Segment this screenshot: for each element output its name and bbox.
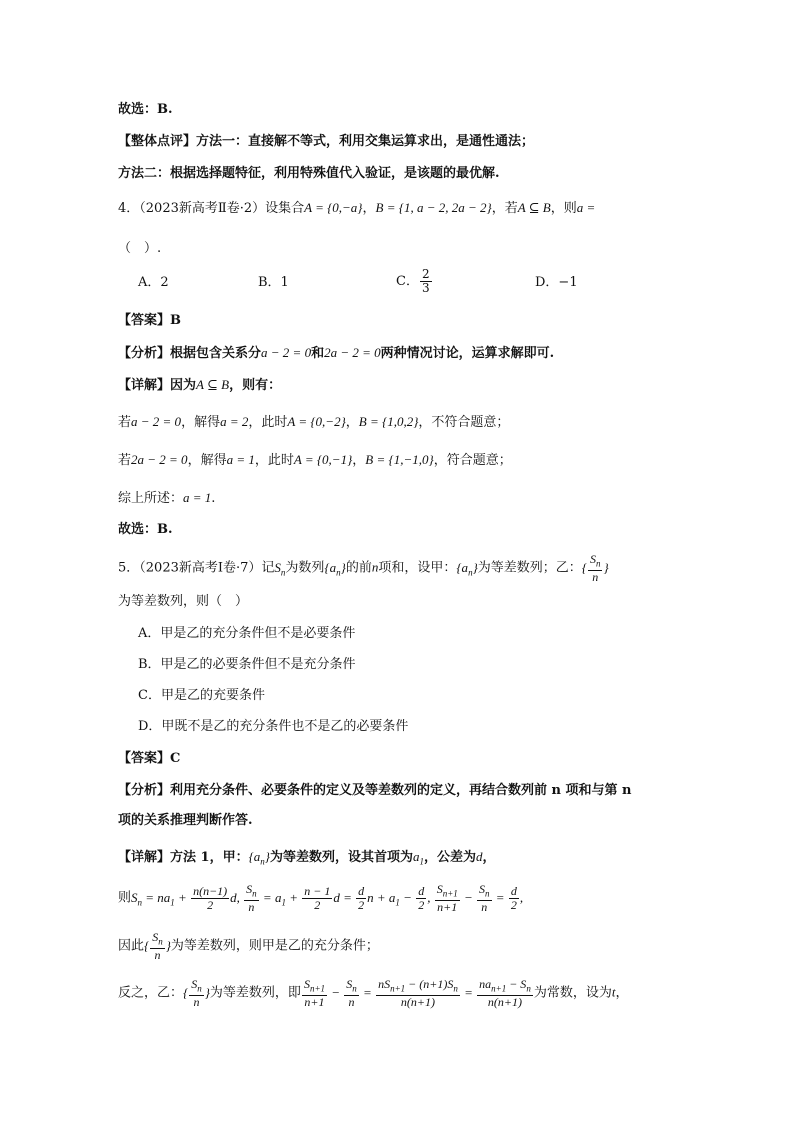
text: 项和，设甲： <box>378 560 457 576</box>
fraction <box>416 885 426 912</box>
sep: ，则 <box>550 201 577 216</box>
denominator: 2 <box>510 898 517 913</box>
denominator: n(n+1) <box>487 995 523 1010</box>
denominator: n(n+1) <box>400 995 435 1010</box>
numerator: n(n−1) <box>193 884 228 899</box>
denominator: n <box>248 900 255 915</box>
tag-analysis: 【分析】 <box>118 783 171 798</box>
text: 则 <box>118 890 132 906</box>
sn-over-n: { $\frac{S_n}{n}$ } <box>581 552 609 585</box>
equation: a − 2 = 0 <box>261 345 312 360</box>
q4-case-1 <box>118 413 509 432</box>
sn-over-n: { $\frac{S_n}{n}$ } <box>144 930 171 963</box>
q4-set-a: A = {0,−a} <box>304 200 363 215</box>
subscript: n <box>468 567 473 578</box>
equation: a = 2 <box>220 414 249 429</box>
subscript: n <box>260 856 265 867</box>
q4-option-d: D．−1 <box>535 275 578 290</box>
q5-answer <box>118 750 180 768</box>
sn-symbol <box>274 559 286 578</box>
equation: A = {0,−2} <box>287 414 346 429</box>
text: 综上所述： <box>118 491 184 506</box>
text: 方法二：根据选择题特征，利用特殊值代入验证，是该题的最优解. <box>118 166 500 181</box>
fraction <box>356 885 366 912</box>
text: 为等差数列，则（ ） <box>118 594 249 609</box>
equation: a = 1 <box>183 490 212 505</box>
q4-option-a: A．2 <box>138 275 169 290</box>
q4-option-c <box>396 268 433 295</box>
fraction <box>302 978 327 1009</box>
fraction <box>302 885 332 912</box>
numerator: $S_n$ <box>477 883 492 901</box>
an-letter: {a <box>248 849 261 864</box>
tag-detail: 【详解】 <box>118 378 171 393</box>
numerator: $S_n$ <box>150 931 165 949</box>
denominator: n <box>481 900 488 915</box>
q5-option-d <box>138 718 408 736</box>
text: A．甲是乙的充分条件但不是必要条件 <box>138 626 356 641</box>
numerator: $S_n$ <box>344 978 359 996</box>
tag-analysis: 【分析】 <box>118 346 171 361</box>
denominator: n+1 <box>304 995 325 1010</box>
denominator: 3 <box>421 281 430 295</box>
text: 的前 <box>345 560 372 576</box>
text: . <box>211 491 216 506</box>
label: C． <box>396 274 419 289</box>
text: 若 <box>118 453 132 468</box>
numerator: $S_n$ <box>588 553 603 571</box>
q4-options <box>138 267 598 300</box>
fraction <box>150 931 165 962</box>
q4-condition: A ⊆ B <box>517 200 551 215</box>
q5-detail <box>118 848 496 871</box>
numerator: d <box>510 884 517 899</box>
numerator: $S_{n+1}$ <box>302 978 327 996</box>
q4-case-2 <box>118 451 512 470</box>
q5-analysis-2 <box>118 812 253 830</box>
q4-answer <box>118 312 181 330</box>
q4-paren <box>118 240 161 258</box>
numerator: d <box>358 884 365 899</box>
q4-option-b: B．1 <box>258 275 289 290</box>
q4-ask: a = <box>576 200 596 215</box>
text: 方法一：直接解不等式，利用交集运算求出，是通性通法； <box>196 134 535 149</box>
text: ， <box>615 985 629 1001</box>
a1-symbol: $a_1$ <box>413 849 425 867</box>
q5-analysis <box>118 782 632 800</box>
numerator: $S_n$ <box>189 978 204 996</box>
q4-stem-text: 4．（2023新高考Ⅱ卷·2）设集合 <box>118 201 305 216</box>
text: C．甲是乙的充要条件 <box>138 688 265 703</box>
fraction <box>477 883 492 914</box>
denominator: 2 <box>358 898 365 913</box>
equation: 2a − 2 = 0 <box>131 452 188 467</box>
sequence-an: $\{a_n\}$ <box>456 559 478 578</box>
fraction <box>189 978 204 1009</box>
q5-formula-3 <box>118 978 628 1009</box>
text: 根据包含关系分 <box>170 346 262 361</box>
fraction <box>344 978 359 1009</box>
q4-choose <box>118 521 173 539</box>
fraction <box>477 978 533 1009</box>
n-symbol: n <box>371 559 379 575</box>
q4-analysis <box>118 344 554 363</box>
numerator: $na_{n+1} - S_n$ <box>477 978 533 996</box>
tag-detail: 【详解】 <box>118 850 171 865</box>
subscript: n <box>336 567 341 578</box>
text: ，解得 <box>187 453 227 468</box>
sequence-an: $\{a_n\}$ <box>324 559 346 578</box>
fraction <box>588 553 603 584</box>
text: ，解得 <box>181 415 221 430</box>
q4-detail <box>118 376 281 395</box>
text: 故选：B. <box>118 102 173 117</box>
formula-sn: $S_n = na_1$ + $\frac{n(n-1)}{2}$ d, $\frac{S_n}{n}$ = $a_1$ + $\frac{n - 1}{2}$ d = $\frac{d}{2}$ $n + a_1$ − $\frac{d}{2}$ , $\frac{S_{n+1}}{n+1}$ − $\frac{S_n}{n}$ = $\frac{d}{2}$ , <box>131 882 524 915</box>
text: D．甲既不是乙的充分条件也不是乙的必要条件 <box>138 719 409 734</box>
q5-stem-2 <box>118 593 248 611</box>
text: ，公差为 <box>424 850 477 865</box>
equation: 2a − 2 = 0 <box>324 345 381 360</box>
text: 为常数，设为 <box>533 985 612 1001</box>
denominator: n <box>348 995 355 1010</box>
numerator: $S_n$ <box>244 883 259 901</box>
equation: A = {0,−1} <box>293 452 353 467</box>
numerator: d <box>418 884 425 899</box>
q5-formula-2 <box>118 931 379 962</box>
formula-diff: $\frac{S_{n+1}}{n+1}$ − $\frac{S_n}{n}$ = $\frac{nS_{n+1} - (n+1)S_n}{n(n+1)}$ = $\frac{na_{n+1} - S_n}{n(n+1)}$ <box>303 977 531 1010</box>
fraction <box>191 885 229 912</box>
text: ，不符合题意； <box>418 415 510 430</box>
text: 反之，乙： <box>118 985 184 1001</box>
denominator: 2 <box>314 898 321 913</box>
q5-option-c <box>138 687 265 705</box>
q5-option-b <box>138 656 356 674</box>
text: B．甲是乙的必要条件但不是充分条件 <box>138 657 356 672</box>
equation: A ⊆ B <box>196 377 230 392</box>
text: 项的关系推理判断作答. <box>118 813 253 828</box>
equation: B = {1,−1,0} <box>365 452 434 467</box>
line-choose-b <box>118 101 173 119</box>
equation: a = 1 <box>226 452 255 467</box>
text: 若 <box>118 415 132 430</box>
q4-set-b: B = {1, a − 2, 2a − 2} <box>375 200 492 215</box>
text: 为等差数列，则甲是乙的充分条件； <box>170 938 379 954</box>
numerator: n − 1 <box>304 884 331 899</box>
paren: （ ）. <box>118 241 162 256</box>
text: 故选：B. <box>118 522 173 537</box>
text: 因为 <box>170 378 197 393</box>
denominator: n+1 <box>437 900 458 915</box>
an-letter: {a <box>324 559 337 575</box>
d-symbol: d <box>476 849 483 864</box>
text: ，此时 <box>254 453 294 468</box>
text: 利用充分条件、必要条件的定义及等差数列的定义，再结合数列前 n 项和与第 n <box>170 783 632 798</box>
line-overall-comment <box>118 133 534 151</box>
numerator: $S_{n+1}$ <box>435 883 460 901</box>
denominator: n <box>154 948 161 963</box>
fraction <box>420 268 432 295</box>
text: ，符合题意； <box>433 453 512 468</box>
text: 为等差数列，即 <box>209 985 301 1001</box>
t-symbol: t <box>611 984 616 1000</box>
q5-option-a <box>138 625 355 643</box>
q5-stem <box>118 553 609 584</box>
sequence-an: $\{a_n\}$ <box>248 849 270 867</box>
sn-over-n: { $\frac{S_n}{n}$ } <box>183 977 210 1010</box>
text: ， <box>345 415 359 430</box>
denominator: 2 <box>207 898 214 913</box>
fraction <box>509 885 519 912</box>
text: 方法 1，甲： <box>170 850 249 865</box>
s-letter: S <box>274 559 281 575</box>
text: 为数列 <box>285 560 325 576</box>
text: 两种情况讨论，运算求解即可. <box>380 346 555 361</box>
text: ， <box>352 453 366 468</box>
sep: ， <box>362 201 376 216</box>
answer-text: 【答案】B <box>118 313 181 328</box>
text: 5．（2023新高考Ⅰ卷·7）记 <box>118 560 275 576</box>
text: 为等差数列，设其首项为 <box>270 850 414 865</box>
denominator: n <box>592 570 599 585</box>
subscript: n <box>280 567 286 578</box>
text: 和 <box>311 346 325 361</box>
equation: a − 2 = 0 <box>131 414 182 429</box>
denominator: 2 <box>418 898 425 913</box>
an-letter: {a <box>456 559 469 575</box>
denominator: n <box>193 995 200 1010</box>
fraction <box>244 883 259 914</box>
q4-stem <box>118 199 595 218</box>
sep: ，若 <box>491 201 518 216</box>
text: ，则有： <box>229 378 282 393</box>
text: 为等差数列；乙： <box>477 560 582 576</box>
text: ， <box>482 850 496 865</box>
equation: B = {1,0,2} <box>358 414 419 429</box>
numerator: $nS_{n+1} - (n+1)S_n$ <box>376 978 460 996</box>
q5-formula-1 <box>118 883 523 914</box>
text: ，此时 <box>248 415 288 430</box>
tag-overall-comment: 【整体点评】 <box>118 134 197 149</box>
fraction <box>376 978 460 1009</box>
fraction <box>435 883 460 914</box>
answer-text: 【答案】C <box>118 751 181 766</box>
text: 因此 <box>118 938 145 954</box>
q4-summary <box>118 489 215 508</box>
numerator: 2 <box>421 267 430 281</box>
line-method-two <box>118 165 500 183</box>
